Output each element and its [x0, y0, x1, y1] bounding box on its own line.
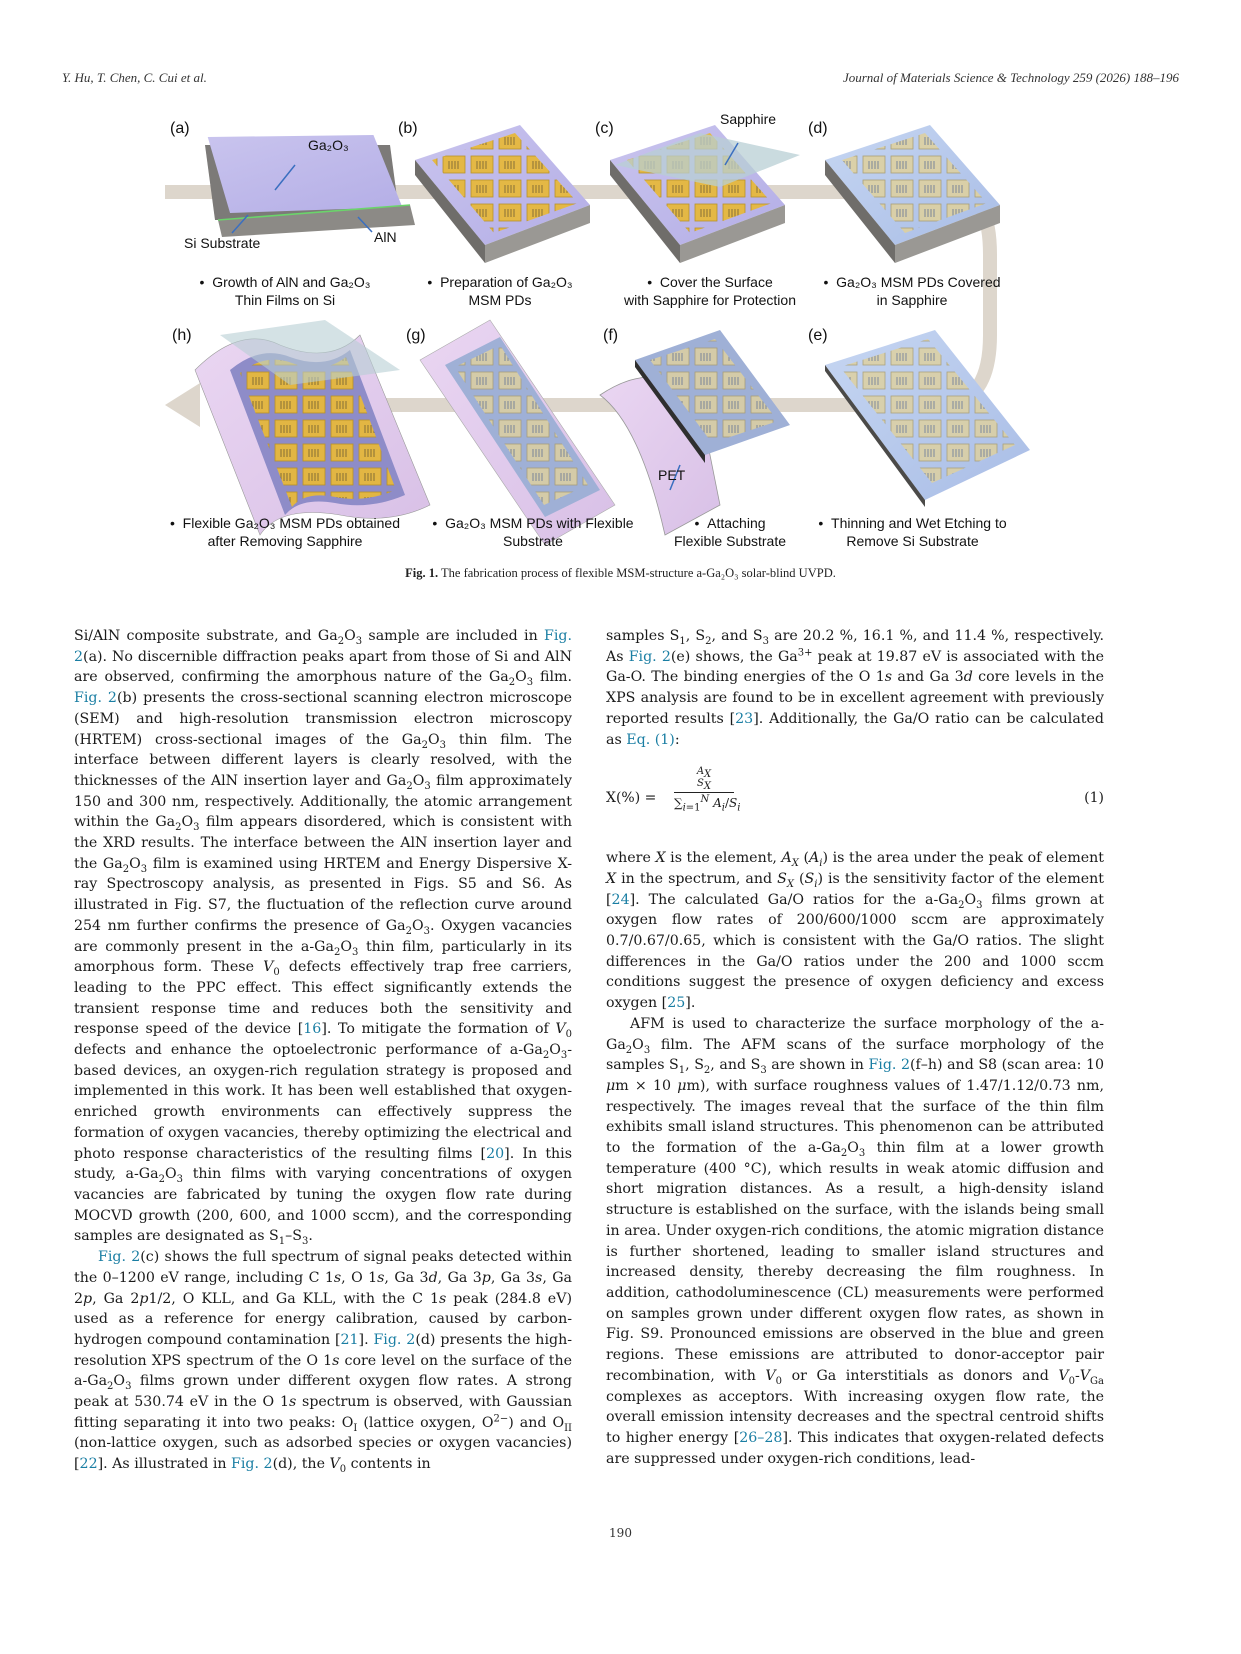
citation-link[interactable]: 20	[486, 1145, 505, 1162]
citation-link[interactable]: 22	[79, 1456, 98, 1473]
figure-caption	[0, 566, 1241, 581]
fig-2-link[interactable]: Fig. 2	[74, 690, 117, 707]
step-caption-d: • Ga₂O₃ MSM PDs Covered in Sapphire	[823, 274, 1001, 308]
equation-1	[606, 764, 1104, 834]
fabrication-process-diagram	[160, 105, 1080, 555]
step-caption-e: • Thinning and Wet Etching to Remove Si Substrate	[818, 515, 1007, 549]
citation-link[interactable]: 23	[735, 710, 754, 727]
panel-h-wafer	[195, 320, 430, 535]
fig-2-link[interactable]: Fig. 2	[231, 1456, 273, 1473]
paragraph: Fig. 2(c) shows the full spectrum of signal peaks detected within the 0–1200 eV range, including C 1s, O 1s, Ga 3d, Ga 3p, Ga 3s, Ga 2p, Ga 2p1/2, O KLL, and Ga KLL, with the C 1s peak (284.8 eV) used as a reference for energy calibration, caused by carbon-hydrogen compound contamination [21]. Fig. 2(d) presents the high-resolution XPS spectrum of the O 1s core level on the surface of the $a-Ga_2O_3$ films grown under different oxygen flow rates. A strong peak at 530.74 eV in the O 1s spectrum is observed, with Gaussian fitting separating it into two peaks: $O_I$ (lattice oxygen, $O^{2-}$) and $O_{II}$ (non-lattice oxygen, such as adsorbed species or oxygen vacancies) [22]. As illustrated in Fig. 2(d), the $V_0$ contents in	[74, 1249, 573, 1475]
figure-caption-text: The fabrication process of flexible MSM-structure a-Ga₂O₃ solar-blind UVPD.	[438, 566, 836, 580]
step-caption-c: • Cover the Surface with Sapphire for Protection	[624, 274, 796, 308]
panel-label-e: (e)	[808, 327, 828, 344]
equation-link[interactable]: Eq. (1)	[626, 731, 675, 748]
citation-link[interactable]: 25	[667, 995, 686, 1012]
fig-2-link[interactable]: Fig. 2	[373, 1331, 416, 1348]
paragraph: AFM is used to characterize the surface morphology of the $a-Ga_2O_3$ film. The AFM scans of the surface morphology of the samples $S_1$, $S_2$, and $S_3$ are shown in Fig. 2(f–h) and S8 (scan area: 10 μm × 10 μm), with surface roughness values of 1.47/1.12/0.73 nm, respectively. The images reveal that the surface of the thin film exhibits small island structures. This phenomenon can be attributed to the formation of the $a-Ga_2O_3$ thin film at a lower growth temperature (400 °C), which results in weak atomic diffusion and short migration distances. As a result, a high-density island structure is established on the surface, with the islands being small in area. Under oxygen-rich conditions, the atomic migration distance is further shortened, leading to smaller island structures and increased density, thereby decreasing the film roughness. In addition, cathodoluminescence (CL) measurements were performed on samples grown under different oxygen flow rates, as shown in Fig. S9. Pronounced emissions are observed in the blue and green regions. These emissions are attributed to donor-acceptor pair recombination, with $V_0$ or Ga interstitials as donors and $V_0-V_{Ga}$ complexes as acceptors. With increasing oxygen flow rate, the overall emission intensity decreases and the spectral centroid shifts to higher energy [26–28]. This indicates that oxygen-related defects are suppressed under oxygen-rich conditions, lead-	[606, 1015, 1105, 1467]
citation-link[interactable]: 26–28	[739, 1429, 783, 1446]
panel-label-b: (b)	[398, 120, 418, 137]
step-caption-b: • Preparation of Ga₂O₃ MSM PDs	[427, 274, 573, 308]
panel-label-c: (c)	[595, 120, 614, 137]
panel-b-wafer	[415, 125, 590, 263]
annotation-si-substrate: Si Substrate	[184, 235, 261, 251]
step-caption-h: • Flexible Ga₂O₃ MSM PDs obtained after Removing Sapphire	[169, 515, 400, 549]
process-flow-arrowhead	[165, 383, 200, 427]
step-caption-f: • Attaching Flexible Substrate	[673, 515, 787, 549]
panel-e-wafer	[825, 330, 1030, 507]
paragraph: Si/AlN composite substrate, and $Ga_2O_3$ sample are included in Fig. 2(a). No discernible diffraction peaks apart from those of Si and AlN are observed, confirming the amorphous nature of the $Ga_2O_3$ film. Fig. 2(b) presents the cross-sectional scanning electron microscope (SEM) and high-resolution transmission electron microscopy (HRTEM) cross-sectional images of the $Ga_2O_3$ thin film. The interface between different layers is clearly resolved, with the thicknesses of the AlN insertion layer and $Ga_2O_3$ film approximately 150 and 300 nm, respectively. Additionally, the atomic arrangement within the $Ga_2O_3$ film appears disordered, which is consistent with the XRD results. The interface between the AlN insertion layer and the $Ga_2O_3$ film is examined using HRTEM and Energy Dispersive X-ray Spectroscopy analysis, as presented in Figs. S5 and S6. As illustrated in Fig. S7, the fluctuation of the reflection curve around 254 nm further confirms the presence of $Ga_2O_3$. Oxygen vacancies are commonly present in the $a-Ga_2O_3$ thin film, particularly in its amorphous form. These $V_0$ defects effectively trap free carriers, leading to the PPC effect. This effect significantly extends the transient response time and reduces both the sensitivity and response speed of the device [16]. To mitigate the formation of $V_0$ defects and enhance the optoelectronic performance of $a-Ga_2O_3$-based devices, an oxygen-rich regulation strategy is proposed and implemented in this work. It has been well established that oxygen-enriched growth environments can effectively suppress the formation of oxygen vacancies, thereby optimizing the electrical and photo response characteristics of the resulting films [20]. In this study, $a-Ga_2O_3$ thin films with varying concentrations of oxygen vacancies are fabricated by tuning the oxygen flow rate during MOCVD growth (200, 600, and 1000 sccm), and the corresponding samples are designated as $S_1-S_3$.	[74, 628, 573, 1248]
running-head-authors: Y. Hu, T. Chen, C. Cui et al.	[62, 70, 207, 85]
annotation-sapphire: Sapphire	[720, 111, 777, 127]
panel-label-g: (g)	[406, 327, 426, 344]
step-caption-a: • Growth of AlN and Ga₂O₃ Thin Films on Si	[199, 274, 371, 308]
step-caption-g: • Ga₂O₃ MSM PDs with Flexible Substrate	[432, 515, 634, 549]
figure-caption-label: Fig. 1.	[405, 566, 439, 580]
body-column-left	[74, 626, 572, 1475]
annotation-ga2o3: Ga₂O₃	[308, 137, 349, 153]
paragraph: where X is the element, $A_X$ $(A_i)$ is the area under the peak of element X in the spectrum, and $S_X$ $(S_i)$ is the sensitivity factor of the element [24]. The calculated Ga/O ratios for the $a-Ga_2O_3$ films grown at oxygen flow rates of 200/600/1000 sccm are approximately 0.7/0.67/0.65, which is consistent with the Ga/O ratios. The slight differences in the Ga/O ratios under the 200 and 1000 sccm conditions suggest the presence of oxygen deficiency and excess oxygen [25].	[606, 850, 1105, 1012]
panel-f-wafer	[600, 330, 790, 535]
fig-2-link[interactable]: Fig. 2	[98, 1249, 141, 1266]
body-column-right	[606, 626, 1104, 1469]
equation-lhs: X(%) =	[606, 790, 657, 807]
running-head	[62, 70, 1179, 90]
panel-c-wafer	[610, 125, 800, 263]
equation-fraction: $A_X$ $S_X$ $\sum_{i=1}^N$ $A_i/S_i$	[674, 766, 741, 814]
annotation-aln: AlN	[374, 229, 397, 245]
fig-2-link[interactable]: Fig. 2	[868, 1057, 910, 1074]
panel-g-wafer	[420, 320, 615, 545]
fig-2-link[interactable]: Fig. 2	[74, 628, 572, 665]
panel-d-wafer	[825, 125, 1000, 263]
running-head-journal: Journal of Materials Science & Technology 259 (2026) 188–196	[842, 70, 1179, 85]
panel-label-a: (a)	[170, 120, 190, 137]
paragraph: samples $S_1$, $S_2$, and $S_3$ are 20.2 %, 16.1 %, and 11.4 %, respectively. As Fig. 2(e) shows, the $Ga^{3+}$ peak at 19.87 eV is associated with the Ga-O. The binding energies of the O 1s and Ga 3d core levels in the XPS analysis are found to be in excellent agreement with previously reported results [23]. Additionally, the Ga/O ratio can be calculated as Eq. (1):	[606, 628, 1105, 748]
citation-link[interactable]: 21	[340, 1331, 359, 1348]
citation-link[interactable]: 16	[303, 1021, 322, 1038]
citation-link[interactable]: 24	[611, 891, 630, 908]
annotation-pet: PET	[658, 467, 686, 483]
fig-2-link[interactable]: Fig. 2	[628, 648, 671, 665]
panel-label-d: (d)	[808, 120, 828, 137]
panel-label-f: (f)	[603, 327, 619, 344]
panel-label-h: (h)	[172, 327, 192, 344]
page-number: 190	[609, 1526, 632, 1540]
figure-1	[160, 105, 1080, 555]
panel-a-wafer	[180, 135, 428, 237]
equation-number: (1)	[1084, 790, 1104, 807]
